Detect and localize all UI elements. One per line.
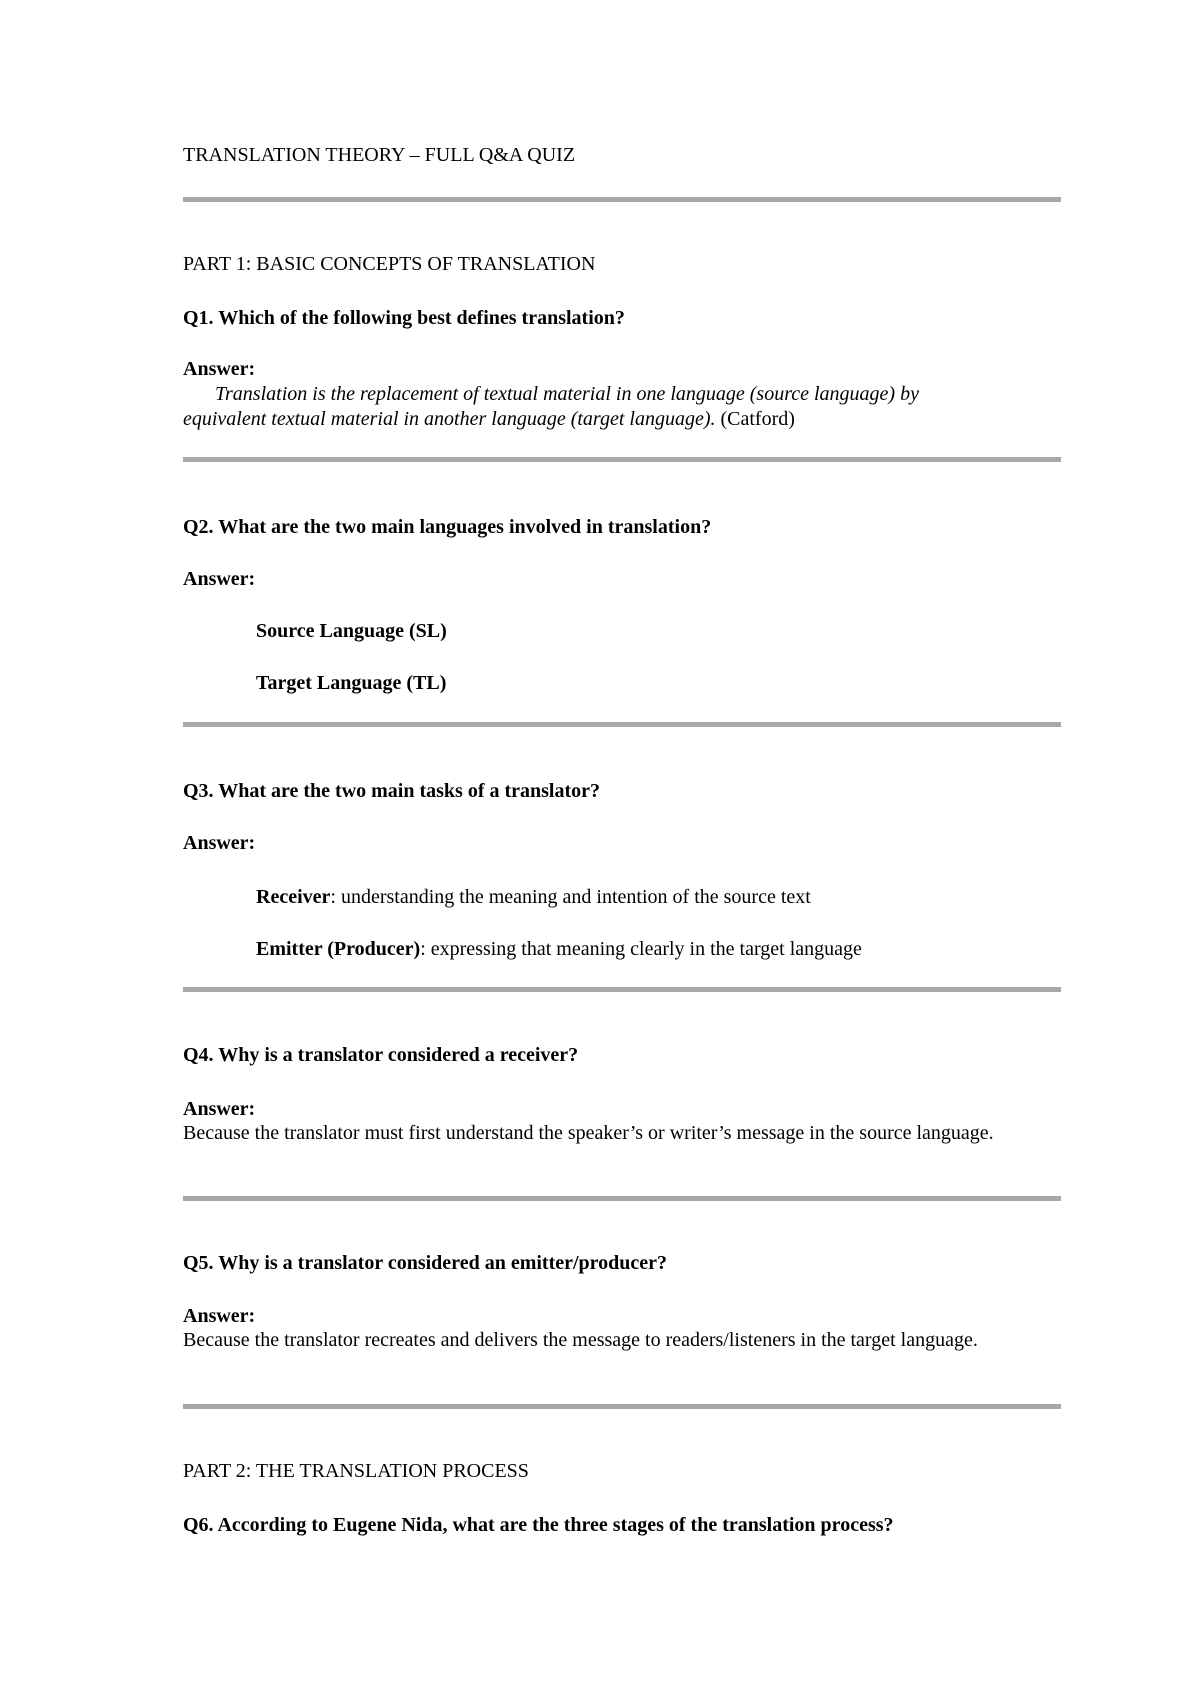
divider xyxy=(183,722,1061,727)
answer-3-item-1-term: Receiver xyxy=(256,886,331,908)
answer-3-item-1 xyxy=(256,886,811,909)
answer-5: Because the translator recreates and delivers the message to readers/listeners in the target language. xyxy=(183,1329,978,1351)
answer-2-item-2: Target Language (TL) xyxy=(256,672,447,694)
document-title: TRANSLATION THEORY – FULL Q&A QUIZ xyxy=(183,144,576,166)
answer-label-1: Answer: xyxy=(183,358,256,380)
answer-3-item-2 xyxy=(256,938,862,961)
answer-1-definition: Translation is the replacement of textual material in one language (source language) by equivalent textual material in another language (target language). xyxy=(183,383,919,430)
question-6: Q6. According to Eugene Nida, what are the three stages of the translation process? xyxy=(183,1514,894,1536)
answer-3-item-2-desc: : expressing that meaning clearly in the target language xyxy=(420,938,862,960)
answer-label-2: Answer: xyxy=(183,568,256,590)
divider xyxy=(183,987,1061,992)
question-4: Q4. Why is a translator considered a receiver? xyxy=(183,1044,579,1066)
answer-3-item-1-desc: : understanding the meaning and intention of the source text xyxy=(330,886,811,908)
question-5: Q5. Why is a translator considered an emitter/producer? xyxy=(183,1252,668,1274)
divider xyxy=(183,457,1061,462)
answer-3-item-2-term: Emitter (Producer) xyxy=(256,938,421,960)
answer-4: Because the translator must first understand the speaker’s or writer’s message in the source language. xyxy=(183,1122,994,1144)
answer-1-source: (Catford) xyxy=(715,408,795,430)
answer-label-3: Answer: xyxy=(183,832,256,854)
question-3: Q3. What are the two main tasks of a translator? xyxy=(183,780,601,802)
divider xyxy=(183,1196,1061,1201)
answer-1 xyxy=(183,382,1003,432)
part-1-heading: PART 1: BASIC CONCEPTS OF TRANSLATION xyxy=(183,253,596,275)
answer-label-5: Answer: xyxy=(183,1305,256,1327)
divider xyxy=(183,197,1061,202)
question-1: Q1. Which of the following best defines translation? xyxy=(183,307,625,329)
part-2-heading: PART 2: THE TRANSLATION PROCESS xyxy=(183,1460,529,1482)
answer-2-item-1: Source Language (SL) xyxy=(256,620,447,642)
answer-label-4: Answer: xyxy=(183,1098,256,1120)
divider xyxy=(183,1404,1061,1409)
question-2: Q2. What are the two main languages involved in translation? xyxy=(183,516,712,538)
